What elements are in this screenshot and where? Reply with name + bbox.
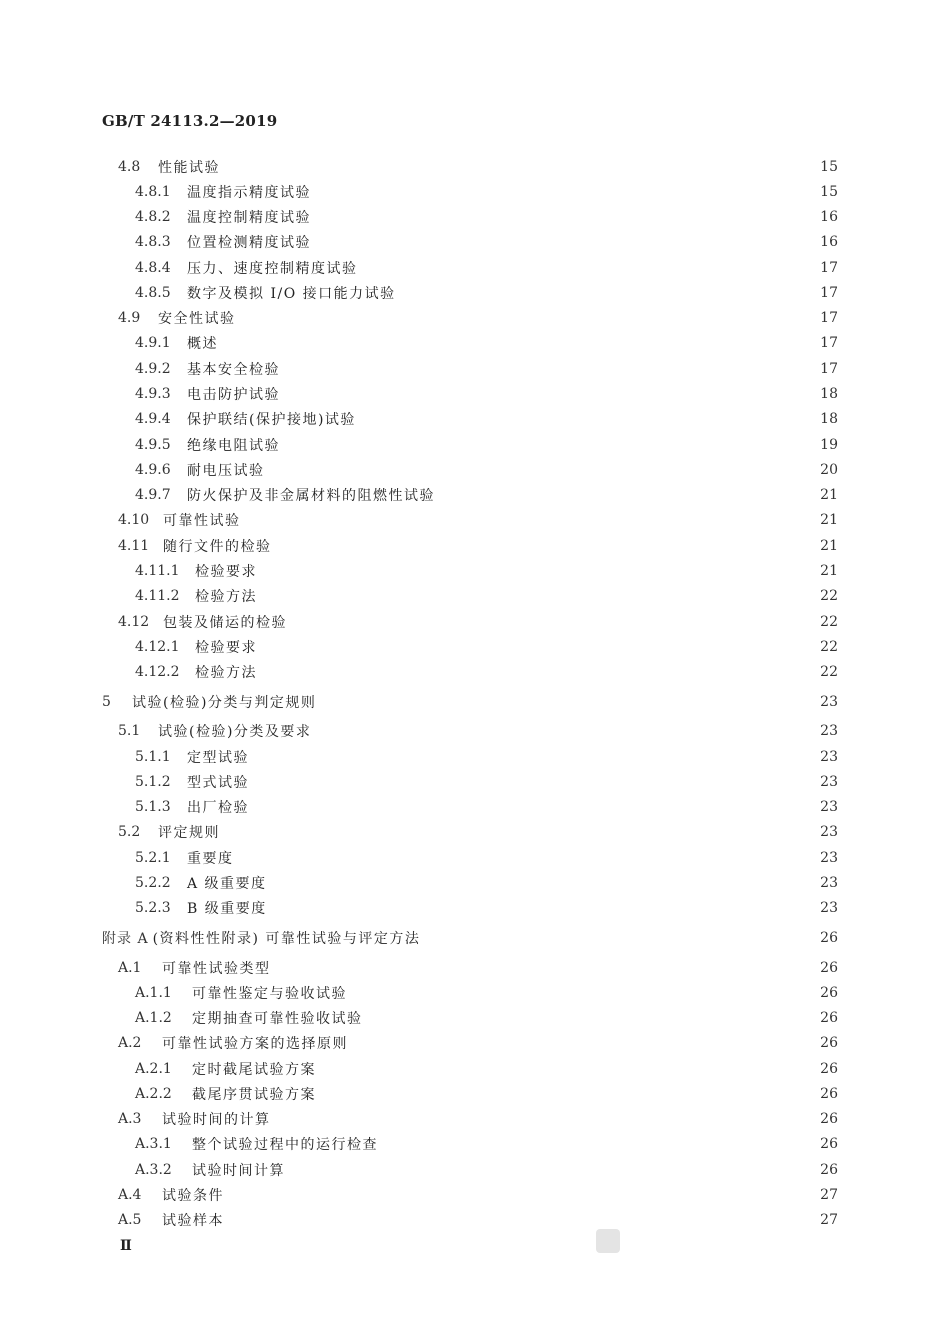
toc-entry-number: 5.1.2 — [135, 774, 171, 790]
toc-entry-number: A.2 — [118, 1035, 142, 1051]
toc-entry[interactable] — [135, 797, 838, 817]
toc-entry-number: A.2.2 — [135, 1086, 172, 1102]
toc-entry-page: 17 — [820, 285, 838, 301]
toc-entry[interactable] — [135, 873, 838, 893]
toc-leader-dots — [225, 157, 809, 177]
toc-leader-dots — [254, 747, 809, 767]
toc-leader-dots — [321, 1059, 809, 1079]
toc-leader-dots — [368, 1008, 810, 1028]
toc-entry-title: 可靠性鉴定与验收试验 — [192, 986, 347, 1002]
toc-entry-number: A.3 — [118, 1111, 142, 1127]
toc-entry[interactable] — [135, 772, 838, 792]
toc-entry-number: 4.11.1 — [135, 563, 180, 579]
toc-leader-dots — [316, 232, 809, 252]
toc-entry-page: 16 — [820, 234, 838, 250]
toc-entry-page: 23 — [820, 824, 838, 840]
toc-leader-dots — [270, 460, 810, 480]
toc-entry[interactable] — [135, 435, 838, 455]
toc-entry-page: 22 — [820, 664, 838, 680]
toc-entry-title: 温度控制精度试验 — [187, 210, 311, 226]
toc-entry[interactable] — [135, 637, 838, 657]
toc-entry-page: 27 — [820, 1212, 838, 1228]
toc-entry-page: 22 — [820, 639, 838, 655]
toc-entry[interactable] — [118, 822, 838, 842]
toc-entry-number: 5.2 — [118, 824, 141, 840]
toc-entry-page: 21 — [820, 512, 838, 528]
toc-entry-page: 26 — [820, 1136, 838, 1152]
toc-entry-title: 试验时间计算 — [192, 1163, 285, 1179]
toc-entry-title: 重要度 — [187, 851, 234, 867]
toc-entry-page: 22 — [820, 614, 838, 630]
toc-entry-title: 可靠性试验方案的选择原则 — [162, 1036, 348, 1052]
toc-entry-page: 15 — [820, 159, 838, 175]
toc-entry-number: 4.8 — [118, 159, 141, 175]
toc-entry-number: 5.2.2 — [135, 875, 171, 891]
toc-entry-title: 检验要求 — [195, 564, 257, 580]
toc-entry-title: 检验方法 — [195, 665, 257, 681]
toc-leader-dots — [276, 958, 810, 978]
toc-leader-dots — [272, 898, 809, 918]
toc-entry[interactable] — [118, 612, 838, 632]
toc-entry[interactable] — [118, 510, 838, 530]
toc-leader-dots — [229, 1185, 809, 1205]
toc-entry-title: 型式试验 — [187, 775, 249, 791]
toc-entry-number: 附录 A — [102, 931, 149, 947]
toc-leader-dots — [285, 435, 809, 455]
toc-leader-dots — [440, 485, 809, 505]
toc-entry-number: 4.9.7 — [135, 487, 171, 503]
toc-entry-title: 压力、速度控制精度试验 — [187, 261, 358, 277]
toc-entry-page: 23 — [820, 799, 838, 815]
toc-entry-title: 试验样本 — [162, 1213, 224, 1229]
toc-entry-title: 防火保护及非金属材料的阻燃性试验 — [187, 488, 435, 504]
toc-entry[interactable] — [118, 308, 838, 328]
toc-entry-title: A 级重要度 — [187, 876, 267, 892]
toc-entry-number: 4.8.4 — [135, 260, 171, 276]
toc-entry-page: 20 — [820, 462, 838, 478]
toc-entry-title: 概述 — [187, 336, 218, 352]
toc-entry-title: 包装及储运的检验 — [163, 615, 287, 631]
toc-entry-page: 23 — [820, 900, 838, 916]
toc-entry-number: A.1 — [118, 960, 142, 976]
toc-entry-title: 电击防护试验 — [187, 387, 280, 403]
toc-entry-page: 26 — [820, 1111, 838, 1127]
toc-entry-page: 17 — [820, 361, 838, 377]
toc-entry[interactable] — [135, 283, 838, 303]
toc-leader-dots — [272, 873, 809, 893]
toc-entry-page: 15 — [820, 184, 838, 200]
toc-leader-dots — [276, 1109, 810, 1129]
toc-entry[interactable] — [135, 747, 838, 767]
toc-entry-title: 试验(检验)分类与判定规则 — [132, 695, 317, 711]
toc-leader-dots — [321, 1084, 809, 1104]
toc-entry-page: 23 — [820, 774, 838, 790]
toc-leader-dots — [285, 384, 809, 404]
toc-leader-dots — [229, 1210, 809, 1230]
toc-entry[interactable] — [135, 1160, 838, 1180]
toc-entry-number: 4.8.1 — [135, 184, 171, 200]
toc-entry[interactable] — [118, 721, 838, 741]
toc-entry-page: 17 — [820, 310, 838, 326]
toc-entry[interactable] — [135, 333, 838, 353]
toc-entry-page: 23 — [820, 850, 838, 866]
toc-entry-page: 21 — [820, 487, 838, 503]
toc-entry-number: 5.2.1 — [135, 850, 171, 866]
toc-entry[interactable] — [118, 536, 838, 556]
toc-entry[interactable] — [135, 409, 838, 429]
toc-entry-number: 4.11 — [118, 538, 150, 554]
toc-entry-title: 定期抽查可靠性验收试验 — [192, 1011, 363, 1027]
toc-entry-number: 4.9.3 — [135, 386, 171, 402]
toc-entry[interactable] — [135, 460, 838, 480]
toc-entry-number: A.4 — [118, 1187, 142, 1203]
toc-entry-number: 5.1.1 — [135, 749, 171, 765]
toc-leader-dots — [316, 721, 809, 741]
toc-leader-dots — [316, 182, 809, 202]
toc-entry-title: 可靠性试验 — [163, 513, 241, 529]
toc-entry-number: 4.8.3 — [135, 234, 171, 250]
toc-entry-page: 23 — [820, 875, 838, 891]
toc-entry-number: 4.8.5 — [135, 285, 171, 301]
toc-entry-title: 整个试验过程中的运行检查 — [192, 1137, 378, 1153]
toc-leader-dots — [262, 662, 809, 682]
toc-entry-page: 18 — [820, 386, 838, 402]
toc-entry[interactable] — [118, 1109, 838, 1129]
toc-entry-number: 4.9.5 — [135, 437, 171, 453]
toc-entry[interactable] — [135, 983, 838, 1003]
toc-entry-page: 21 — [820, 563, 838, 579]
toc-leader-dots — [285, 359, 809, 379]
page-numeral: Ⅱ — [120, 1238, 132, 1254]
standard-code-header: GB/T 24113.2—2019 — [102, 112, 278, 130]
toc-entry-number: 4.8.2 — [135, 209, 171, 225]
toc-entry[interactable] — [135, 898, 838, 918]
toc-entry-number: 4.12.1 — [135, 639, 180, 655]
toc-entry-number: 4.9.6 — [135, 462, 171, 478]
toc-entry-page: 19 — [820, 437, 838, 453]
toc-entry[interactable] — [118, 958, 838, 978]
toc-entry-title: 绝缘电阻试验 — [187, 438, 280, 454]
toc-entry-page: 27 — [820, 1187, 838, 1203]
toc-entry-number: 4.12 — [118, 614, 150, 630]
toc-entry-number: 4.9 — [118, 310, 141, 326]
toc-entry-page: 26 — [820, 1162, 838, 1178]
toc-entry-page: 23 — [820, 723, 838, 739]
toc-entry-page: 26 — [820, 1061, 838, 1077]
toc-leader-dots — [225, 822, 809, 842]
toc-entry-number: 4.9.2 — [135, 361, 171, 377]
toc-entry-title: 随行文件的检验 — [163, 539, 272, 555]
toc-entry-page: 17 — [820, 335, 838, 351]
toc-leader-dots — [383, 1134, 809, 1154]
toc-entry-number: 4.10 — [118, 512, 150, 528]
toc-entry-number: A.2.1 — [135, 1061, 172, 1077]
toc-leader-dots — [292, 612, 809, 632]
toc-entry-number: 5.2.3 — [135, 900, 171, 916]
toc-entry[interactable] — [135, 384, 838, 404]
toc-entry-number: 4.9.4 — [135, 411, 171, 427]
toc-entry[interactable] — [135, 207, 838, 227]
toc-entry-title: (资料性性附录) 可靠性试验与评定方法 — [152, 931, 421, 947]
toc-entry-title: 耐电压试验 — [187, 463, 265, 479]
toc-entry-number: A.1.1 — [135, 985, 172, 1001]
toc-entry-title: 定时截尾试验方案 — [192, 1062, 316, 1078]
toc-entry[interactable] — [135, 258, 838, 278]
toc-entry-title: 定型试验 — [187, 750, 249, 766]
toc-entry-title: 保护联结(保护接地)试验 — [187, 412, 356, 428]
toc-entry-title: 出厂检验 — [187, 800, 249, 816]
toc-entry-title: 可靠性试验类型 — [162, 961, 271, 977]
toc-entry[interactable] — [135, 182, 838, 202]
toc-leader-dots — [239, 848, 810, 868]
toc-entry[interactable] — [135, 1008, 838, 1028]
toc-entry-page: 26 — [820, 1010, 838, 1026]
toc-leader-dots — [246, 510, 810, 530]
toc-leader-dots — [363, 258, 810, 278]
toc-leader-dots — [290, 1160, 809, 1180]
toc-entry-title: B 级重要度 — [187, 901, 267, 917]
toc-entry-number: 5.1.3 — [135, 799, 171, 815]
toc-entry-page: 22 — [820, 588, 838, 604]
toc-entry-page: 26 — [820, 985, 838, 1001]
toc-entry[interactable] — [118, 1033, 838, 1053]
toc-entry-title: 数字及模拟 I/O 接口能力试验 — [187, 286, 396, 302]
scan-artifact — [596, 1229, 620, 1253]
toc-entry-number: 4.9.1 — [135, 335, 171, 351]
toc-entry-title: 性能试验 — [158, 160, 220, 176]
toc-entry-number: A.3.1 — [135, 1136, 172, 1152]
toc-entry[interactable] — [118, 1185, 838, 1205]
toc-entry[interactable] — [102, 692, 838, 712]
toc-entry-title: 安全性试验 — [158, 311, 236, 327]
toc-entry[interactable] — [135, 1059, 838, 1079]
toc-leader-dots — [262, 637, 809, 657]
toc-entry[interactable] — [135, 1084, 838, 1104]
toc-leader-dots — [223, 333, 809, 353]
toc-leader-dots — [353, 1033, 809, 1053]
toc-entry-page: 23 — [820, 694, 838, 710]
toc-entry[interactable] — [135, 662, 838, 682]
toc-leader-dots — [316, 207, 809, 227]
toc-leader-dots — [262, 586, 809, 606]
toc-entry-number: 4.12.2 — [135, 664, 180, 680]
toc-entry[interactable] — [135, 586, 838, 606]
toc-entry-title: 试验(检验)分类及要求 — [158, 724, 312, 740]
toc-entry-page: 23 — [820, 749, 838, 765]
toc-entry-number: 5.1 — [118, 723, 141, 739]
toc-entry[interactable] — [135, 485, 838, 505]
toc-leader-dots — [361, 409, 809, 429]
toc-entry[interactable] — [135, 232, 838, 252]
toc-entry-title: 试验条件 — [162, 1188, 224, 1204]
toc-leader-dots — [254, 797, 809, 817]
toc-entry-title: 评定规则 — [158, 825, 220, 841]
toc-entry-title: 试验时间的计算 — [162, 1112, 271, 1128]
toc-entry[interactable] — [135, 1134, 838, 1154]
toc-leader-dots — [352, 983, 809, 1003]
toc-entry[interactable] — [135, 561, 838, 581]
toc-entry-number: 4.11.2 — [135, 588, 180, 604]
toc-entry-page: 18 — [820, 411, 838, 427]
toc-entry[interactable] — [102, 928, 838, 948]
toc-entry-number: 5 — [102, 694, 111, 710]
toc-entry[interactable] — [118, 157, 838, 177]
toc-entry[interactable] — [118, 1210, 838, 1230]
toc-leader-dots — [254, 772, 809, 792]
toc-entry-page: 16 — [820, 209, 838, 225]
toc-entry-number: A.5 — [118, 1212, 142, 1228]
toc-entry-title: 检验要求 — [195, 640, 257, 656]
toc-leader-dots — [425, 928, 809, 948]
toc-entry-title: 检验方法 — [195, 589, 257, 605]
toc-entry-title: 位置检测精度试验 — [187, 235, 311, 251]
toc-entry-page: 26 — [820, 960, 838, 976]
toc-leader-dots — [241, 308, 810, 328]
toc-entry-page: 26 — [820, 1035, 838, 1051]
toc-entry-title: 截尾序贯试验方案 — [192, 1087, 316, 1103]
toc-entry-page: 17 — [820, 260, 838, 276]
toc-entry[interactable] — [135, 359, 838, 379]
toc-leader-dots — [277, 536, 810, 556]
toc-entry-title: 温度指示精度试验 — [187, 185, 311, 201]
toc-leader-dots — [401, 283, 809, 303]
toc-entry-number: A.3.2 — [135, 1162, 172, 1178]
toc-leader-dots — [262, 561, 809, 581]
toc-entry[interactable] — [135, 848, 838, 868]
toc-entry-page: 26 — [820, 1086, 838, 1102]
toc-entry-page: 26 — [820, 930, 838, 946]
toc-entry-number: A.1.2 — [135, 1010, 172, 1026]
toc-leader-dots — [321, 692, 809, 712]
toc-entry-title: 基本安全检验 — [187, 362, 280, 378]
toc-entry-page: 21 — [820, 538, 838, 554]
